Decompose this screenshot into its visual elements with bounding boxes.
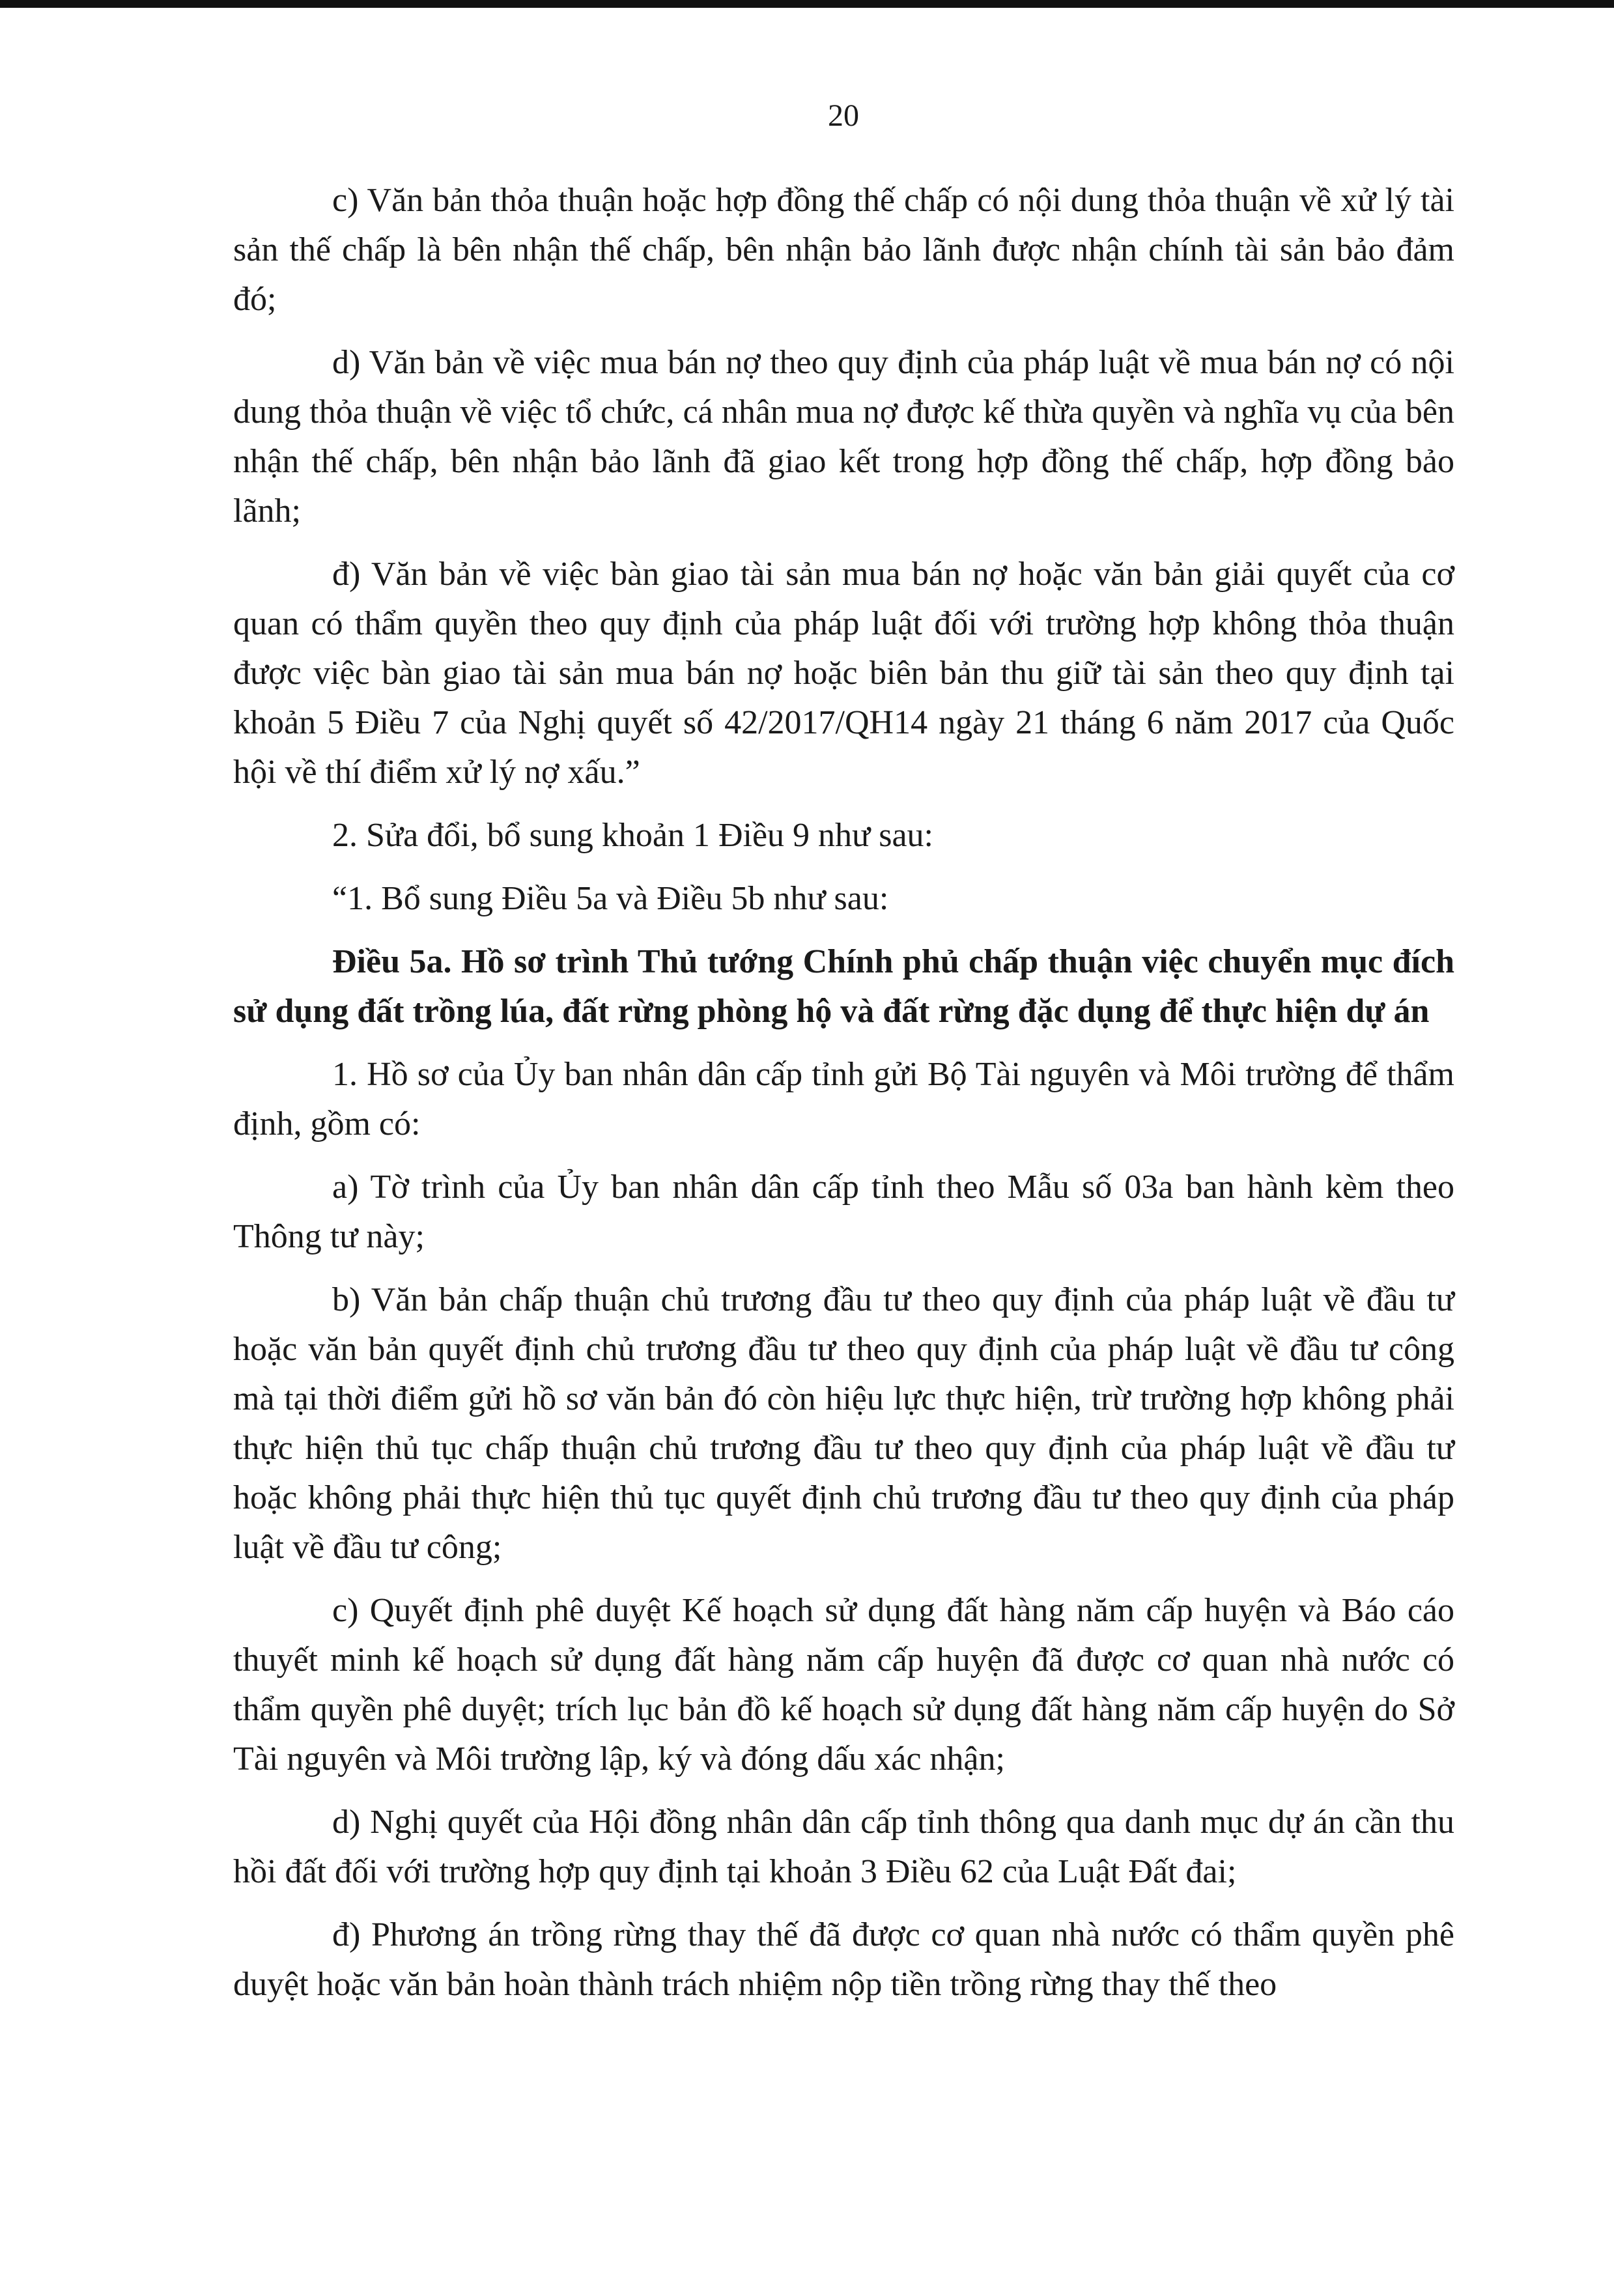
paragraph-add-articles: “1. Bổ sung Điều 5a và Điều 5b như sau: xyxy=(332,880,889,917)
paragraph-c-mortgage-agreement: c) Văn bản thỏa thuận hoặc hợp đồng thế chấp có nội dung thỏa thuận về xử lý tài sản thế chấp là bên nhận thế chấp, bên nhận bảo lãnh được nhận chính tài sản bảo đảm đó; xyxy=(233,182,1454,318)
paragraph-dd-reforestation: đ) Phương án trồng rừng thay thế đã được cơ quan nhà nước có thẩm quyền phê duyệt hoặc văn bản hoàn thành trách nhiệm nộp tiền trồng rừng thay thế theo xyxy=(233,1916,1454,2003)
document-body xyxy=(233,176,1454,2023)
paragraph-d-council-resolution: d) Nghị quyết của Hội đồng nhân dân cấp tỉnh thông qua danh mục dự án cần thu hồi đất đối với trường hợp quy định tại khoản 3 Điều 62 của Luật Đất đai; xyxy=(233,1804,1454,1890)
paragraph-b-investment-approval: b) Văn bản chấp thuận chủ trương đầu tư theo quy định của pháp luật về đầu tư hoặc văn bản quyết định chủ trương đầu tư theo quy định của pháp luật về đầu tư công mà tại thời điểm gửi hồ sơ văn bản đó còn hiệu lực thực hiện, trừ trường hợp không phải thực hiện thủ tục chấp thuận chủ trương đầu tư theo quy định của pháp luật về đầu tư hoặc không phải thực hiện thủ tục quyết định chủ trương đầu tư theo quy định của pháp luật về đầu tư công; xyxy=(233,1281,1454,1566)
paragraph-a-submission: a) Tờ trình của Ủy ban nhân dân cấp tỉnh theo Mẫu số 03a ban hành kèm theo Thông tư này; xyxy=(233,1169,1454,1255)
paragraph-c-land-use-plan: c) Quyết định phê duyệt Kế hoạch sử dụng đất hàng năm cấp huyện và Báo cáo thuyết minh kế hoạch sử dụng đất hàng năm cấp huyện đã được cơ quan nhà nước có thẩm quyền phê duyệt; trích lục bản đồ kế hoạch sử dụng đất hàng năm cấp huyện do Sở Tài nguyên và Môi trường lập, ký và đóng dấu xác nhận; xyxy=(233,1592,1454,1778)
paragraph-dossier-intro: 1. Hồ sơ của Ủy ban nhân dân cấp tỉnh gửi Bộ Tài nguyên và Môi trường để thẩm định, gồm có: xyxy=(233,1056,1454,1142)
paragraph-amendment-clause: 2. Sửa đổi, bổ sung khoản 1 Điều 9 như sau: xyxy=(332,817,933,854)
page-number: 20 xyxy=(828,98,859,133)
article-5a-heading: Điều 5a. Hồ sơ trình Thủ tướng Chính phủ chấp thuận việc chuyển mục đích sử dụng đất trồng lúa, đất rừng phòng hộ và đất rừng đặc dụng để thực hiện dự án xyxy=(233,943,1454,1030)
scan-top-edge xyxy=(0,0,1614,8)
paragraph-dd-asset-handover: đ) Văn bản về việc bàn giao tài sản mua bán nợ hoặc văn bản giải quyết của cơ quan có thẩm quyền theo quy định của pháp luật đối với trường hợp không thỏa thuận được việc bàn giao tài sản mua bán nợ hoặc biên bản thu giữ tài sản theo quy định tại khoản 5 Điều 7 của Nghị quyết số 42/2017/QH14 ngày 21 tháng 6 năm 2017 của Quốc hội về thí điểm xử lý nợ xấu.” xyxy=(233,556,1454,791)
paragraph-d-debt-sale: d) Văn bản về việc mua bán nợ theo quy định của pháp luật về mua bán nợ có nội dung thỏa thuận về việc tổ chức, cá nhân mua nợ được kế thừa quyền và nghĩa vụ của bên nhận thế chấp, bên nhận bảo lãnh đã giao kết trong hợp đồng thế chấp, hợp đồng bảo lãnh; xyxy=(233,344,1454,530)
